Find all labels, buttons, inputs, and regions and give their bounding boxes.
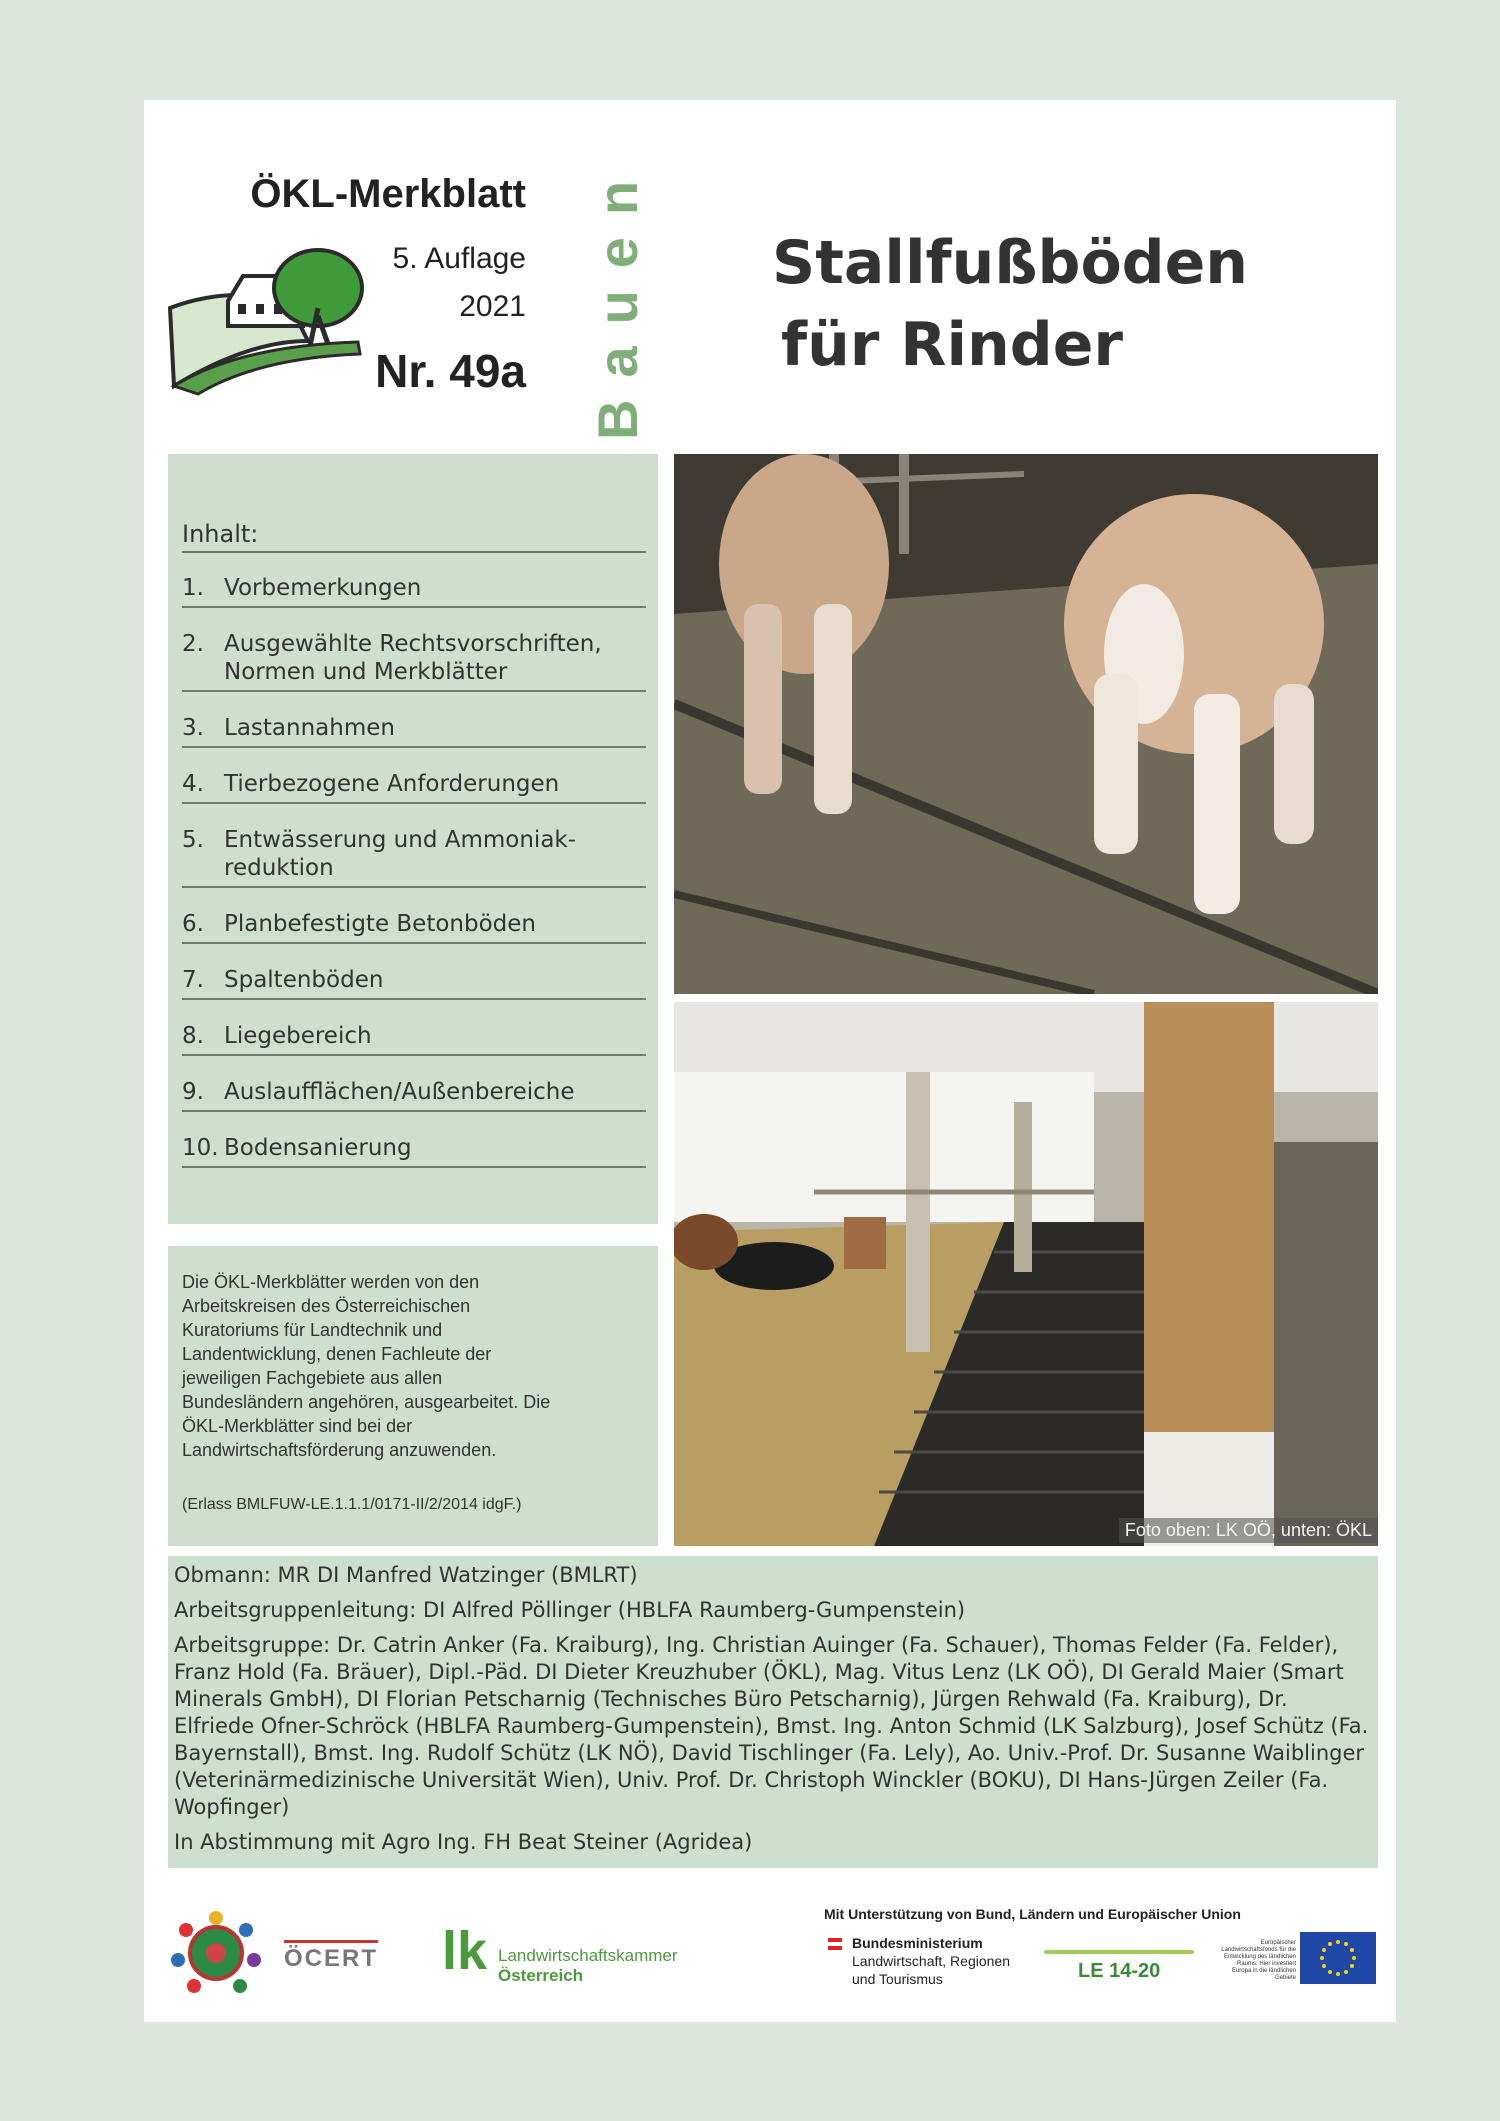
- category-label: Bauen: [586, 158, 649, 440]
- toc-item-6: 6. Planbefestigte Betonböden: [182, 910, 646, 944]
- farm-house-logo: [168, 246, 368, 396]
- toc-item-8: 8. Liegebereich: [182, 1022, 646, 1056]
- title-line-2: für Rinder: [780, 310, 1123, 380]
- support-statement: Mit Unterstützung von Bund, Ländern und Europäischer Union: [824, 1906, 1241, 1922]
- edition: 5. Auflage: [392, 242, 526, 275]
- toc-item-1: 1. Vorbemerkungen: [182, 574, 646, 608]
- lk-logo-mark: lk: [442, 1921, 488, 1981]
- toc-box: [168, 454, 658, 1224]
- ministry-line-2: Landwirtschaft, Regionen: [852, 1953, 1010, 1969]
- lk-logo-text: [498, 1946, 678, 1986]
- ministry-flag-icon: [828, 1938, 842, 1950]
- lk-line-2: Österreich: [498, 1966, 584, 1985]
- document-title: [772, 222, 1249, 386]
- photo-cows-on-floor: [674, 454, 1378, 994]
- sheet-number: Nr. 49a: [375, 345, 526, 397]
- photo-caption: Foto oben: LK OÖ, unten: ÖKL: [1119, 1518, 1378, 1543]
- edition-year: 2021: [459, 290, 526, 323]
- eu-flag-icon: [1300, 1932, 1376, 1984]
- ministry-text: [852, 1934, 1010, 1988]
- agreement-line: In Abstimmung mit Agro Ing. FH Beat Steiner (Agridea): [174, 1830, 753, 1854]
- toc-item-4: 4. Tierbezogene Anforderungen: [182, 770, 646, 804]
- toc-item-2: 2. Ausgewählte Rechtsvorschriften, Normen und Merkblätter: [182, 630, 646, 692]
- info-text: Die ÖKL-Merkblätter werden von den Arbeitskreisen des Österreichischen Kuratoriums für Landtechnik und Landentwicklung, denen Fachleute der jeweiligen Fachgebiete aus allen Bundesländern angehören, ausgearbeitet. Die ÖKL-Merkblätter sind bei der Landwirtschaftsförderung anzuwenden.: [182, 1272, 551, 1460]
- toc-item-5: 5. Entwässerung und Ammoniak-reduktion: [182, 826, 646, 888]
- oekl-logo: [170, 1910, 262, 1996]
- document-page: [144, 100, 1396, 2022]
- group-line: Arbeitsgruppe: Dr. Catrin Anker (Fa. Kraiburg), Ing. Christian Auinger (Fa. Schauer), Thomas Felder (Fa. Felder), Franz Hold (Fa. Bräuer), Dipl.-Päd. DI Dieter Kreuzhuber (ÖKL), Mag. Vitus Lenz (LK OÖ), DI Gerald Maier (Smart Minerals GmbH), DI Florian Petscharnig (Technisches Büro Petscharnig), Jürgen Rehwald (Fa. Kraiburg), Dr. Elfriede Ofner-Schröck (HBLFA Raumberg-Gumpenstein), Bmst. Ing. Anton Schmid (LK Salzburg), Josef Schütz (Fa. Bayernstall), Bmst. Ing. Rudolf Schütz (LK NÖ), David Tischlinger (Fa. Lely), Ao. Univ.-Prof. Dr. Susanne Waiblinger (Veterinärmedizinische Universität Wien), Univ. Prof. Dr. Christoph Winckler (BOKU), DI Hans-Jürgen Zeiler (Fa. Wopfinger): [174, 1633, 1369, 1819]
- toc-item-7: 7. Spaltenböden: [182, 966, 646, 1000]
- decree-reference: (Erlass BMLFUW-LE.1.1.1/0171-II/2/2014 idgF.): [182, 1496, 522, 1513]
- toc-item-9: 9. Auslaufflächen/Außenbereiche: [182, 1078, 646, 1112]
- le-logo: LE 14-20: [1078, 1960, 1161, 1982]
- toc-label: Inhalt:: [182, 520, 646, 553]
- lead-line: Arbeitsgruppenleitung: DI Alfred Pöllinger (HBLFA Raumberg-Gumpenstein): [174, 1598, 966, 1622]
- eu-fund-text: Europäischer Landwirtschaftsfonds für die Entwicklung des ländlichen Raums: Hier investiert Europa in die ländlichen Gebiete: [1221, 1940, 1296, 1981]
- ministry-line-3: und Tourismus: [852, 1971, 943, 1987]
- ministry-line-1: Bundesministerium: [852, 1935, 983, 1951]
- toc-item-10: 10. Bodensanierung: [182, 1134, 646, 1168]
- title-line-1: Stallfußböden: [772, 228, 1249, 298]
- le-swoosh-icon: [1044, 1950, 1194, 1954]
- series-title: ÖKL-Merkblatt: [250, 172, 526, 216]
- eu-stars-icon: [1318, 1938, 1358, 1978]
- photo-barn-slatted-floor: [674, 1002, 1378, 1546]
- lk-line-1: Landwirtschaftskammer: [498, 1946, 678, 1965]
- credits-text: [174, 1562, 1374, 1856]
- chair-line: Obmann: MR DI Manfred Watzinger (BMLRT): [174, 1563, 638, 1587]
- oecert-logo: ÖCERT: [284, 1940, 378, 1973]
- toc-item-3: 3. Lastannahmen: [182, 714, 646, 748]
